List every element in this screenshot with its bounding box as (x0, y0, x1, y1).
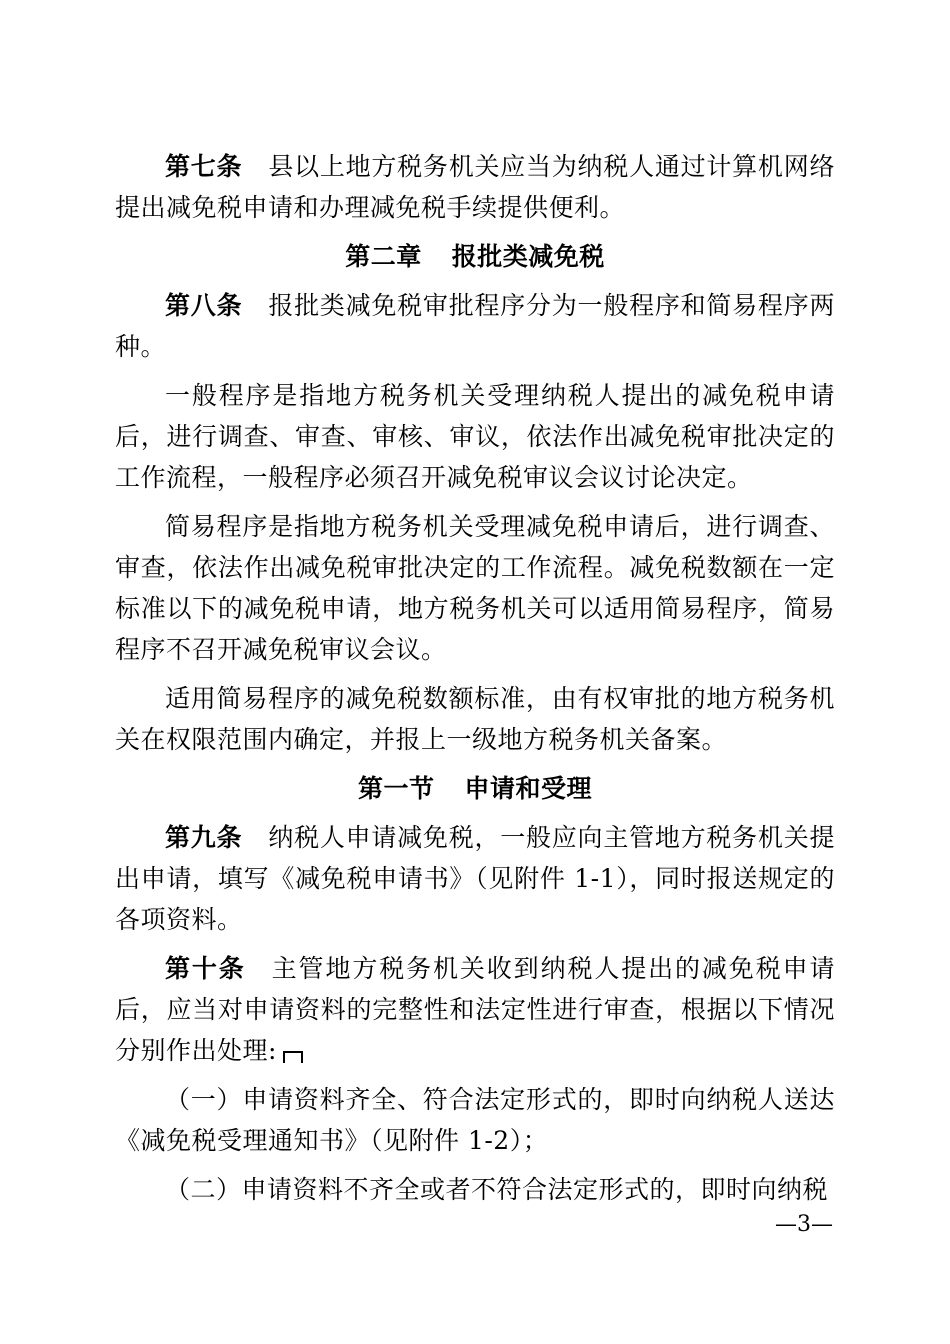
chapter-title: 报批类减免税 (451, 242, 605, 271)
article-label: 第十条 (165, 954, 246, 983)
section-title: 申请和受理 (464, 774, 593, 803)
document-body (115, 146, 835, 1218)
article-8 (115, 285, 835, 367)
article-label: 第八条 (165, 291, 243, 320)
article-text: 纳税人申请减免税，一般应向主管地方税务机关提出申请，填写《减免税申请书》（见附件 1-1），同时报送规定的各项资料。 (115, 823, 835, 934)
article-8-para-3: 简易程序是指地方税务机关受理减免税申请后，进行调查、审查，依法作出减免税审批决定的工作流程。减免税数额在一定标准以下的减免税申请，地方税务机关可以适用简易程序，简易程序不召开减免税审议会议。 (115, 512, 835, 664)
page-number: —3— (775, 1212, 833, 1237)
section-heading (115, 768, 835, 809)
article-8-para-2: 一般程序是指地方税务机关受理纳税人提出的减免税申请后，进行调查、审查、审核、审议，依法作出减免税审批决定的工作流程，一般程序必须召开减免税审议会议讨论决定。 (115, 381, 835, 492)
edit-mark-icon (283, 1051, 303, 1063)
article-label: 第九条 (165, 823, 243, 852)
article-10-item-1: （一）申请资料齐全、符合法定形式的，即时向纳税人送达《减免税受理通知书》（见附件 1-2）； (115, 1085, 835, 1155)
chapter-number: 第二章 (345, 242, 422, 271)
article-7 (115, 146, 835, 228)
article-8-para-4: 适用简易程序的减免税数额标准，由有权审批的地方税务机关在权限范围内确定，并报上一级地方税务机关备案。 (115, 684, 835, 754)
article-10 (115, 948, 835, 1071)
article-10-item-2: （二）申请资料不齐全或者不符合法定形式的，即时向纳税 (165, 1175, 829, 1204)
section-number: 第一节 (357, 774, 435, 803)
article-text: 县以上地方税务机关应当为纳税人通过计算机网络提出减免税申请和办理减免税手续提供便利。 (115, 152, 835, 222)
article-text: 报批类减免税审批程序分为一般程序和简易程序两种。 (115, 291, 835, 361)
chapter-heading (115, 236, 835, 277)
article-label: 第七条 (165, 152, 243, 181)
article-9 (115, 817, 835, 940)
article-text: 主管地方税务机关收到纳税人提出的减免税申请后，应当对申请资料的完整性和法定性进行审查，根据以下情况分别作出处理: (115, 954, 835, 1065)
